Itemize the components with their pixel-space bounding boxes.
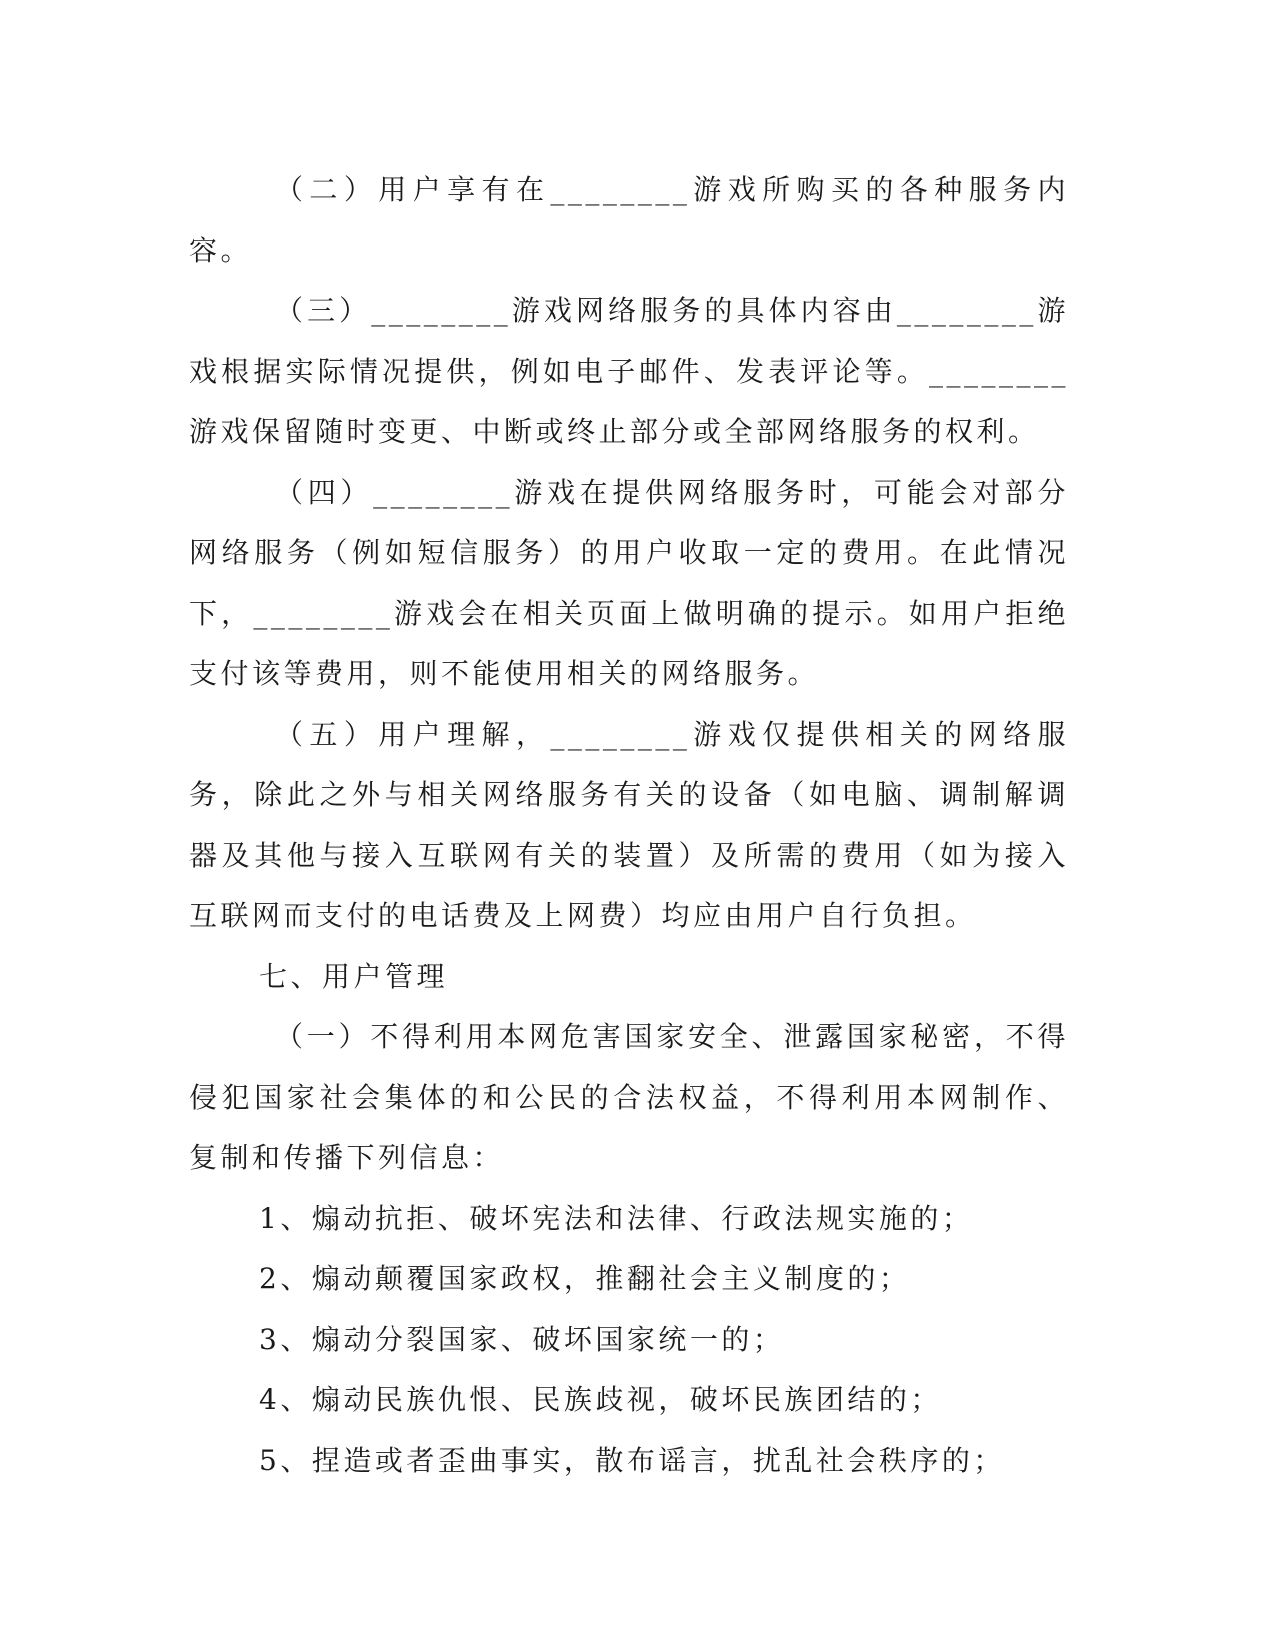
paragraph-2: （二）用户享有在________游戏所购买的各种服务内容。 bbox=[189, 173, 1069, 267]
section-heading: 七、用户管理 bbox=[259, 959, 449, 993]
list-item: 1、煽动抗拒、破坏宪法和法律、行政法规实施的； bbox=[259, 1201, 974, 1235]
list-item: 3、煽动分裂国家、破坏国家统一的； bbox=[259, 1322, 785, 1356]
section-intro: （一）不得利用本网危害国家安全、泄露国家秘密，不得侵犯国家社会集体的和公民的合法权益，不得利用本网制作、复制和传播下列信息： bbox=[189, 1020, 1069, 1174]
list-item: 2、煽动颠覆国家政权，推翻社会主义制度的； bbox=[259, 1262, 911, 1295]
list-item: 5、捏造或者歪曲事实，散布谣言，扰乱社会秩序的； bbox=[259, 1443, 1005, 1477]
list-item: 4、煽动民族仇恨、民族歧视，破坏民族团结的； bbox=[259, 1383, 942, 1416]
paragraph-3: （三）________游戏网络服务的具体内容由________游戏根据实际情况提供，例如电子邮件、发表评论等。________游戏保留随时变更、中断或终止部分或全部网络服务的权利。 bbox=[189, 294, 1069, 448]
paragraph-5: （五）用户理解，________游戏仅提供相关的网络服务，除此之外与相关网络服务有关的设备（如电脑、调制解调器及其他与接入互联网有关的装置）及所需的费用（如为接入互联网而支付的电话费及上网费）均应由用户自行负担。 bbox=[189, 717, 1069, 932]
document-body bbox=[189, 160, 1069, 1491]
paragraph-4: （四）________游戏在提供网络服务时，可能会对部分网络服务（例如短信服务）的用户收取一定的费用。在此情况下，________游戏会在相关页面上做明确的提示。如用户拒绝支付该等费用，则不能使用相关的网络服务。 bbox=[189, 475, 1069, 690]
